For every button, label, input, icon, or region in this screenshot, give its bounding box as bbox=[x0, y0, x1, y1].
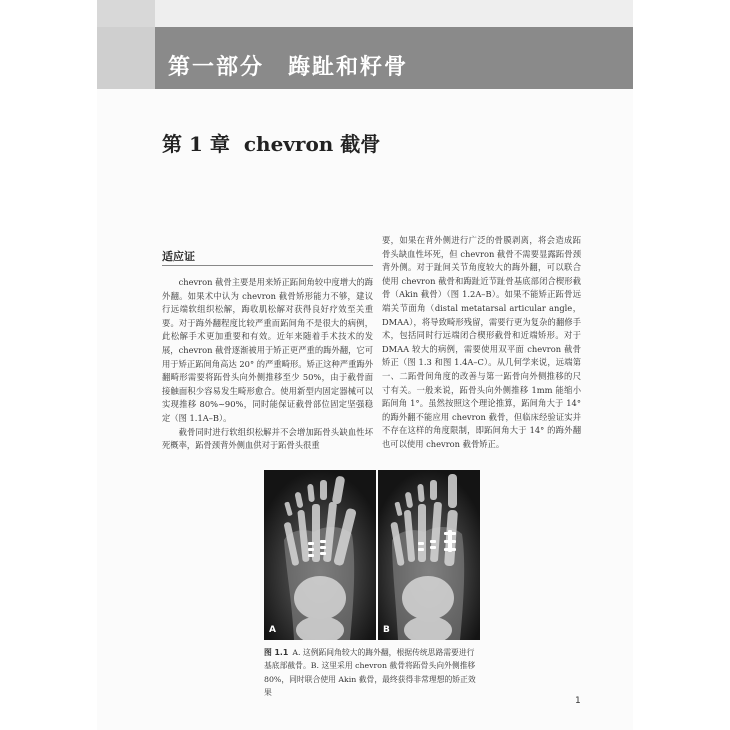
top-strip bbox=[97, 0, 633, 27]
figure-caption-number: 图 1.1 bbox=[264, 648, 289, 657]
panel-label-a: A bbox=[269, 625, 276, 635]
xray-image-b bbox=[378, 470, 480, 640]
foot-xray-b-drawing bbox=[378, 470, 480, 640]
panel-label-b: B bbox=[383, 625, 390, 635]
left-column bbox=[162, 276, 373, 453]
chapter-number: 第 1 章 bbox=[162, 132, 230, 156]
top-strip-accent bbox=[97, 0, 155, 27]
left-paragraph-1: chevron 截骨主要是用来矫正跖间角较中度增大的踇外翻。如果术中认为 chevron 截骨矫形能力不够，建议行远端软组织松解，踇收肌松解对获得良好疗效至关重要。对于踇外翻程度比较严重而跖间角不是很大的病例，此松解手术更加重要和有效。近年来随着手术技术的发展，chevron 截骨逐渐被用于矫正更严重的踇外翻，它可用于矫正跖间角高达 20° 的严重畸形。矫正这种严重踇外翻畸形需要将跖骨头向外侧推移至少 50%，由于截骨面接触面积少容易发生畸形愈合。使用新型内固定器械可以实现推移 80%~90%，同时能保证截骨部位固定坚强稳定（图 1.1A–B）。 bbox=[162, 277, 373, 423]
chapter-title bbox=[162, 128, 380, 157]
figure-caption bbox=[264, 646, 480, 700]
xray-image-a bbox=[264, 470, 376, 640]
section-rule bbox=[162, 265, 373, 266]
part-banner-accent bbox=[97, 27, 155, 89]
part-title: 第一部分 踇趾和籽骨 bbox=[168, 55, 409, 80]
left-paragraph-2: 截骨同时进行软组织松解并不会增加跖骨头缺血性坏死概率，跖骨颈背外侧血供对于跖骨头很重 bbox=[162, 426, 373, 451]
figure-caption-text: A. 这例跖间角较大的踇外翻，根据传统思路需要进行基底部截骨。B. 这里采用 chevron 截骨将跖骨头向外侧推移 80%，同时联合使用 Akin 截骨，最终获得非常理想的矫正效果 bbox=[264, 648, 476, 698]
foot-xray-a-drawing bbox=[264, 470, 376, 640]
right-paragraph-1: 要，如果在背外侧进行广泛的骨膜剥离，将会造成跖骨头缺血性坏死，但 chevron 截骨不需要显露跖骨颈背外侧。对于趾间关节角度较大的踇外翻，可以联合使用 chevron 截骨和踇趾近节趾骨基底部闭合楔形截骨（Akin 截骨）（图 1.2A–B）。如果不能矫正跖骨远端关节面角（distal metatarsal articular angle，DMAA），将导致畸形残留，需要行更为复杂的翻修手术，包括同时行远端闭合楔形截骨和近端矫形。对于 DMAA 较大的病例，需要使用双平面 chevron 截骨矫正（图 1.3 和图 1.4A–C）。从几何学来说，远端第一、二跖骨间角度的改善与第一跖骨向外侧推移的尺寸有关。一般来说，跖骨头向外侧推移 1mm 能缩小跖间角 1°。虽然按照这个理论推算，跖间角大于 14° 的踇外翻不能应用 chevron 截骨，但临床经验证实并不存在这样的角度限制，即跖间角大于 14° 的踇外翻也可以使用 chevron 截骨矫正。 bbox=[382, 235, 581, 449]
section-heading: 适应证 bbox=[162, 250, 195, 263]
page-number: 1 bbox=[575, 696, 581, 706]
right-column bbox=[382, 234, 581, 452]
chapter-name: chevron 截骨 bbox=[243, 132, 381, 156]
